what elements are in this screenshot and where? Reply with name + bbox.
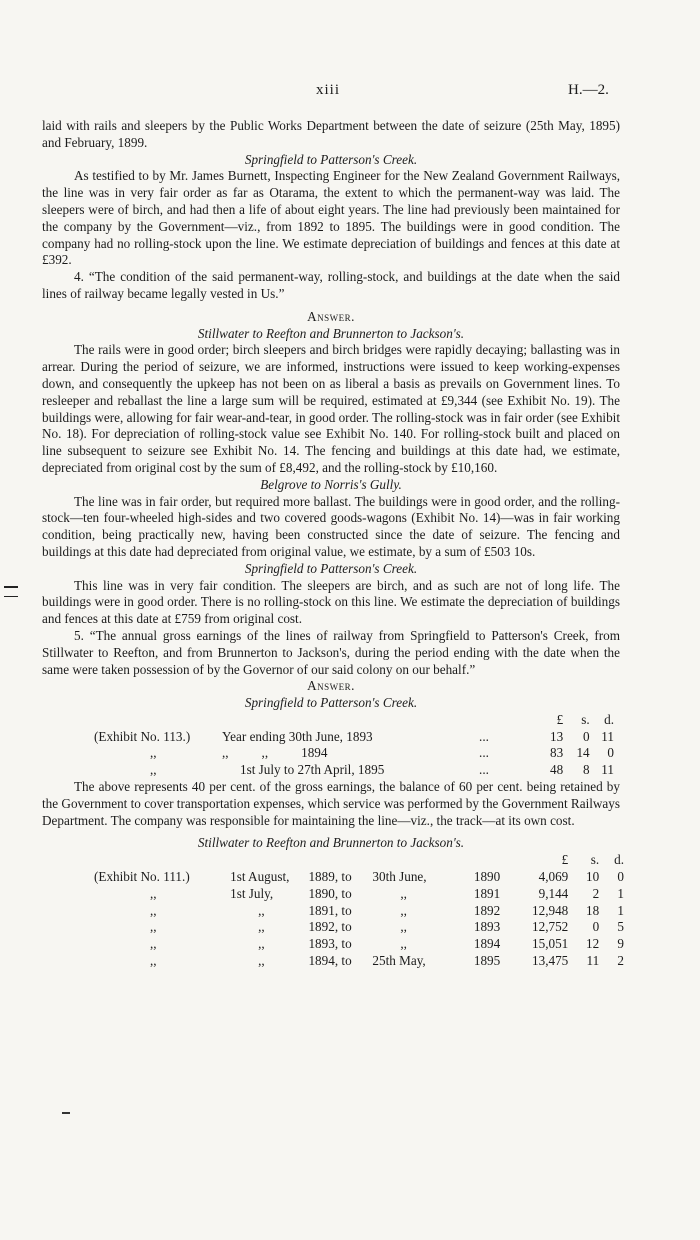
currency-header: s. — [581, 711, 590, 727]
section-heading: Springfield to Patterson's Creek. — [244, 151, 418, 167]
paragraph: laid with rails and sleepers by the Public Works Department between the date of seizure (25th May, 1895) and February, 1899. — [42, 118, 620, 150]
margin-mark — [4, 586, 18, 604]
table-row: (Exhibit No. 113.) Year ending 30th June, 1893 ... 13 0 11 — [94, 728, 614, 744]
paragraph: The above represents 40 per cent. of the gross earnings, the balance of 60 per cent. being retained by the Government to cover transportation expenses, which service was performed by the Government Railways Department. The company was responsible for maintaining the line—viz., the track—at its own cost. — [42, 779, 620, 828]
section-heading: Stillwater to Reefton and Brunnerton to Jackson's. — [197, 835, 465, 851]
answer-heading: Answer. — [307, 678, 355, 694]
currency-header: d. — [604, 711, 614, 727]
margin-dot — [62, 1112, 70, 1114]
table-row: ,, ,, 1891, to ,, 1892 12,948 18 1 — [150, 902, 624, 918]
earnings-table-springfield — [94, 712, 614, 779]
section-heading: Springfield to Patterson's Creek. — [244, 560, 418, 576]
page-header — [0, 82, 700, 104]
page-number: xiii — [316, 82, 341, 98]
question-paragraph: 5. “The annual gross earnings of the lines of railway from Springfield to Patterson's Creek, from Stillwater to Reefton, and from Brunnerton to Jackson's, during the period ending with the date when the same were taken possession of by the Governor of our said colony on our behalf.” — [42, 627, 620, 677]
table-row: ,, ,, 1893, to ,, 1894 15,051 12 9 — [150, 936, 624, 952]
table-row: ,, 1st July to 27th April, 1895 ... 48 8 11 — [150, 762, 614, 778]
earnings-table-stillwater — [94, 852, 624, 970]
paragraph: The line was in fair order, but required more ballast. The buildings were in good order, and the rolling-stock—ten four-wheeled high-sides and two covered goods-wagons (Exhibit No. 14)—was in fair working condition, being practically new, having been constructed since the date of seizure. The fencing and buildings at this date had depreciated from original value, we estimate, by a sum of £503 10s. — [42, 493, 620, 559]
answer-heading: Answer. — [307, 308, 355, 324]
currency-header: £ — [561, 852, 569, 868]
currency-header: £ — [556, 711, 564, 727]
table-row: ,, ,, 1894, to 25th May, 1895 13,475 11 2 — [150, 953, 624, 969]
table-row: ,, ,, 1892, to ,, 1893 12,752 0 5 — [150, 919, 624, 935]
currency-header: s. — [590, 852, 600, 868]
table-row: (Exhibit No. 111.) 1st August, 1889, to 30th June, 1890 4,069 10 0 — [94, 869, 624, 885]
table-row: ,, 1st July, 1890, to ,, 1891 9,144 2 1 — [150, 885, 624, 901]
table-row: ,, ,, ,, 1894 ... 83 14 0 — [150, 745, 614, 761]
section-heading: Belgrove to Norris's Gully. — [260, 476, 402, 492]
section-heading: Springfield to Patterson's Creek. — [244, 695, 418, 711]
section-heading: Stillwater to Reefton and Brunnerton to Jackson's. — [197, 325, 465, 341]
document-reference: H.—2. — [568, 82, 609, 98]
paragraph: As testified to by Mr. James Burnett, Inspecting Engineer for the New Zealand Government Railways, the line was in very fair order as far as Otarama, the extent to which the permanent-way was laid. The sleepers were of birch, and had then a life of about eight years. The line had previously been maintained for the company by the Government—viz., from 1892 to 1895. The buildings were in good condition. The company had no rolling-stock upon the line. We estimate depreciation of buildings and fences at this date at £392. — [42, 168, 620, 268]
paragraph: The rails were in good order; birch sleepers and birch bridges were rapidly decaying; ballasting was in arrear. During the period of seizure, we are informed, instructions were issued to keep working-expenses down, and consequently the upkeep has not been on as liberal a basis as prevails on Government lines. To resleeper and reballast the line a large sum will be required, estimated at £9,344 (see Exhibit No. 19). The buildings were, allowing for fair wear-and-tear, in good order. The rolling-stock was in fair order (see Exhibit No. 18). For depreciation of rolling-stock value see Exhibit No. 140. For rolling-stock built and placed on line subsequent to seizure see Exhibit No. 14. The fencing and buildings at this date had, we estimate, depreciated from original cost by the sum of £8,492, and the rolling-stock by £10,160. — [42, 342, 620, 475]
currency-header: d. — [614, 852, 624, 868]
question-paragraph: 4. “The condition of the said permanent-way, rolling-stock, and buildings at the date when the said lines of railway became legally vested in Us.” — [42, 269, 620, 301]
page-body — [42, 118, 624, 970]
paragraph: This line was in very fair condition. The sleepers are birch, and as such are not of long life. The buildings were in good order. There is no rolling-stock on this line. We estimate the depreciation of buildings and fences at this date at £759 from original cost. — [42, 577, 620, 627]
